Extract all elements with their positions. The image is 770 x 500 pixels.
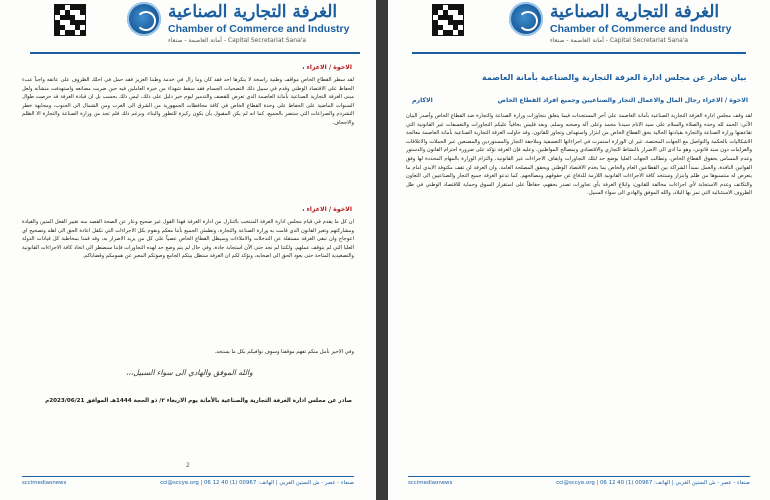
letterhead [0, 0, 376, 60]
org-subtitle: أمانة العاصمة - صنعاء - Capital Secretariat Sana'a [168, 37, 307, 44]
greeting-line: الاخوة / الاعزاء رجال المال والاعمال التجار والصناعيين وجميع افراد القطاع الخاص [497, 97, 748, 104]
org-name-english: Chamber of Commerce and Industry [550, 23, 732, 35]
footer-rule [408, 476, 750, 477]
statement-body: لقد وقف مجلس ادارة الغرفة التجارية الصناعية بأمانة العاصمة على آخر المستجدات فيما يتعلق بتجاوزات وزارة الصناعة والتجارة ضد القطاع الخاص وأصدر البيان الآتي: الحمد لله وحده والصلاة والسلام على سيد الانام سيدنا محمد وعلى آله وصحبه وسلم. وبعد فليس بخافياً عليكم التجاوزات والتعسفات غير القانونية التي تقاعفتها وزارة الصناعة والتجارة بقيادتها الحالية بحق القطاع الخاص من ابتزاز واستهداف وتجاوز للقانون. وقد حاولت الغرفة التجارية الصناعية بأمانة العاصمة معالجة الاشكاليات بالحكمة والتواصل مع الجهات المختصة، غير ان الوزارة استمرت في اجراءاتها التعسفية وملاحقة التجار والمستوردين والمصنعين عبر الحملات والاغلاقات والغرامات دون سند قانوني، وهو ما ادى الى الاضرار بالنشاط التجاري والاقتصادي وبمصالح المواطنين. وعليه فإن الغرفة تؤكد على ضرورة احترام القانون والدستور وعدم المساس بحقوق القطاع الخاص، وتطالب الجهات العليا بوضع حد لتلك التجاوزات وايقاف الاجراءات غير القانونية، والتزام الوزارة بالمهام المحددة لها وفق القوانين النافذة، والعمل بمبدأ الشراكة بين القطاعين العام والخاص بما يخدم الاقتصاد الوطني ويحقق المصلحة العامة، وان الغرفة لن تقف مكتوفة الايدي امام ما يتعرض له منتسبوها من ظلم وابتزاز وستتخذ كافة الاجراءات القانونية اللازمة للدفاع عن حقوقهم ومصالحهم. كما تدعو الغرفة جميع التجار والصناعيين الى التعاون والتكاتف وعدم الاستجابة لأي اجراءات مخالفة للقانون، وابلاغ الغرفة بأي تجاوزات تصدر بحقهم، حفاظاً على استقرار السوق وحماية للاقتصاد الوطني في ظل الظروف الاستثنائية التي تمر بها البلاد، والله الموفق والهادي الى سواء السبيل. [406, 113, 752, 197]
org-name-arabic: الغرفة التجارية الصناعية [168, 2, 338, 22]
chamber-logo-icon [509, 2, 543, 36]
footer-social: sccimediaonews [22, 480, 67, 486]
statement-title: بيان صادر عن مجلس ادارة الغرفة التجارية والصناعية بأمانة العاصمة [482, 73, 747, 82]
page-number: 2 [186, 462, 190, 469]
chamber-logo-icon [127, 2, 161, 36]
footer-contact: صنعاء - عصر - ش الستين الغربي | الهاتف: 00967 (1) 40 12 06 | cci@sccye.org [160, 480, 354, 486]
page-gap [376, 0, 388, 500]
body-paragraph-3: وفي الاخير نأمل منكم تفهم موقفنا وسوف نوافيكم بكل ما يستجد. [214, 349, 354, 355]
footer-contact: صنعاء - عصر - ش الستين الغربي | الهاتف: 00967 (1) 40 12 06 | cci@sccye.org [556, 480, 750, 486]
greeting-honorific: الاكارم [412, 97, 433, 104]
document-page-1 [388, 0, 770, 500]
letterhead [388, 0, 770, 60]
qr-code-icon [432, 4, 464, 36]
org-name-english: Chamber of Commerce and Industry [168, 23, 350, 35]
org-name-arabic: الغرفة التجارية الصناعية [550, 2, 720, 22]
section-heading-2: الاخوة / الاعزاء ، [302, 206, 352, 213]
closing-verse: والله الموفق والهادي الى سواء السبيل،،، [126, 368, 253, 377]
header-rule [412, 52, 746, 54]
footer-social: sccimediaonews [408, 480, 453, 486]
section-heading-1: الاخوة / الاعزاء ، [302, 64, 352, 71]
body-paragraph-1: لقد سطر القطاع الخاص مواقف وطنية راسخة لا ينكرها احد فقد كان وما زال في خدمة وطننا العزيز فقد حمل في احلك الظروف على عاتقه واجباً عبء الحفاظ على الاقتصاد الوطني وقدم في سبيل ذلك التضحيات الجسام فقد سقط شهداء من خيرة العاملين فيه حين ضربت مصانعه واستهدفت منشآته ولعل مبنى الغرفة التجارية الصناعية بأمانة العاصمة الذي تعرض للقصف والتدمير ليوم خير دليل على ذلك، ليس ذلك بحسب بل ان قيادة الغرفة قد حرصت طوال السنوات الماضية على الحفاظ على وحدة القطاع الخاص في كافة محافظات الجمهورية من الشرق الى الغرب ومن الشمال الى الجنوب، ومجابهة خطر التشرذم والصراعات التي ستضر بالجميع، كما انه لم يكن المقبول بأن يكون ركيزة للتطور والبناء، وبرغم ذلك فلم تجد من وزارة الصناعة والتجارة الا الظلم والاجحاف. [22, 77, 354, 126]
org-subtitle: أمانة العاصمة - صنعاء - Capital Secretariat Sana'a [550, 37, 689, 44]
body-paragraph-2: ان كل ما يقدم في قيام مجلس ادارة الغرفة المنتخب بالتنازل من ادارة الغرفة فهذا القول غير صحيح وعار عن الصحة القصد منه تغيير الفعل المتين والقيادة ومشاركتهم وتغير القانون الذي قامت به وزارة الصناعة والتجارة، وتطمئن الجميع بأننا معكم ونقوم بكل الاجراءات التي تكفل اعادة الحق الى اهله وتصحيح اي اعوجاج وان تبقى الغرفة مستقلة عن التدخلات والاملاءات وسيظل القطاع الخاص عصياً على كل من يريد الاضرار به، وقد قمنا بمخاطبة كل قيادات الدولة العليا التي لم يتوقف عملهم، ولكننا لم نجد حتى الآن استجابة جادة، وفي حال لم يتم وضع حد لهذه التجاوزات فإننا سنضطر الى اتخاذ كافة الاجراءات القانونية والتصعيدية المتاحة حتى يعود الحق الى اصحابه، ونؤكد لكم ان الغرفة ستظل بيتكم الجامع وصوتكم المعبر عن همومكم وقضاياكم. [22, 219, 354, 260]
header-rule [30, 52, 360, 54]
document-page-2 [0, 0, 376, 500]
qr-code-icon [54, 4, 86, 36]
issued-by-line: صادر عن مجلس ادارة الغرفة التجارية والصناعية بالأمانة يوم الاربعاء ٣/ ذو الحجة 1444هـ الموافق 2023/06/21م [45, 398, 352, 404]
footer-rule [22, 476, 354, 477]
